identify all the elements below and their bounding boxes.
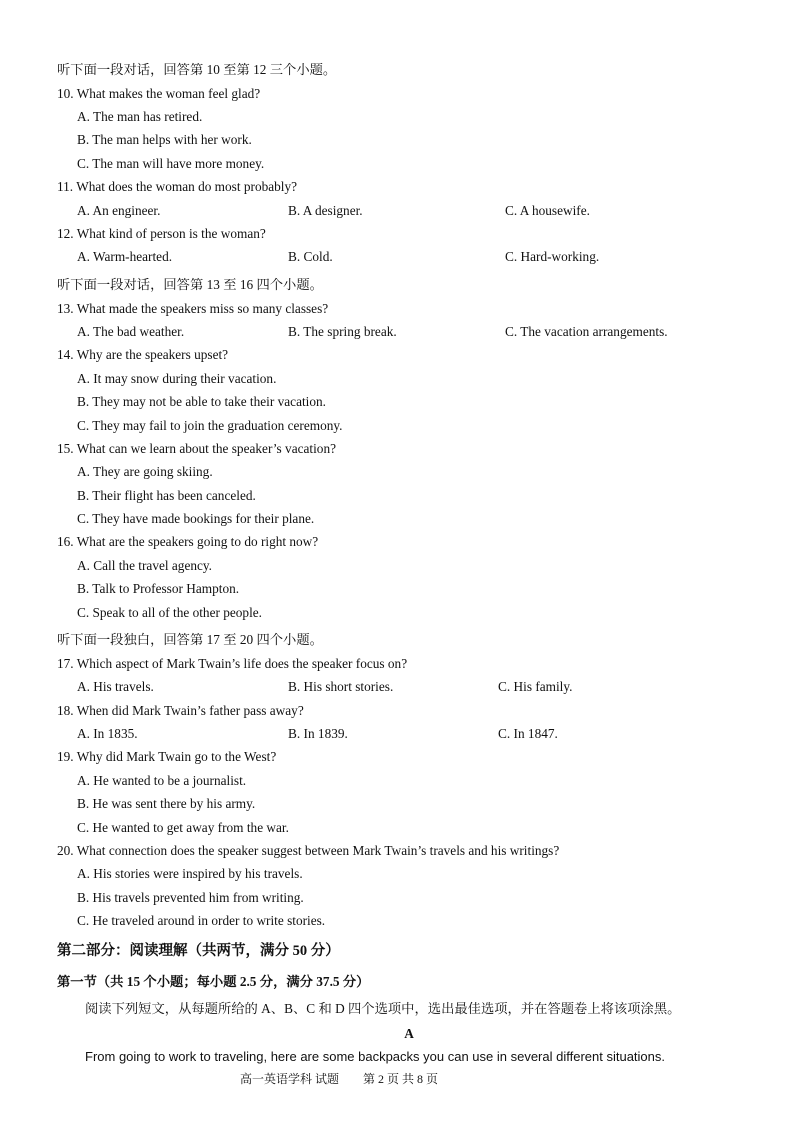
- passage-label: A: [404, 1026, 414, 1041]
- q15-option-a: A. They are going skiing.: [77, 464, 213, 479]
- question-18: 18. When did Mark Twain’s father pass away?: [57, 703, 304, 718]
- q17-option-c: C. His family.: [498, 679, 573, 694]
- q19-option-c: C. He wanted to get away from the war.: [77, 820, 289, 835]
- question-12: 12. What kind of person is the woman?: [57, 226, 266, 241]
- q20-option-b: B. His travels prevented him from writing.: [77, 890, 304, 905]
- q19-option-b: B. He was sent there by his army.: [77, 796, 256, 811]
- question-11: 11. What does the woman do most probably?: [57, 179, 298, 194]
- q14-option-c: C. They may fail to join the graduation ceremony.: [77, 418, 343, 433]
- q15-option-b: B. Their flight has been canceled.: [77, 488, 256, 503]
- q16-option-c: C. Speak to all of the other people.: [77, 605, 263, 620]
- q17-option-a: A. His travels.: [77, 679, 154, 694]
- q18-option-b: B. In 1839.: [288, 726, 348, 741]
- q10-option-c: C. The man will have more money.: [77, 156, 265, 171]
- q20-option-c: C. He traveled around in order to write stories.: [77, 913, 326, 928]
- question-14: 14. Why are the speakers upset?: [57, 347, 229, 362]
- q16-option-a: A. Call the travel agency.: [77, 558, 213, 573]
- q10-option-b: B. The man helps with her work.: [77, 132, 252, 147]
- q18-option-c: C. In 1847.: [498, 726, 558, 741]
- question-17: 17. Which aspect of Mark Twain’s life does the speaker focus on?: [57, 656, 408, 671]
- question-16: 16. What are the speakers going to do right now?: [57, 534, 319, 549]
- reading-instructions: 阅读下列短文，从每题所给的 A、B、C 和 D 四个选项中，选出最佳选项，并在答题卷上将该项涂黑。: [85, 1001, 681, 1016]
- q12-option-c: C. Hard-working.: [505, 249, 600, 264]
- q18-option-a: A. In 1835.: [77, 726, 138, 741]
- passage-first-line: From going to work to traveling, here are some backpacks you can use in several different situations.: [85, 1049, 665, 1064]
- q14-option-b: B. They may not be able to take their vacation.: [77, 394, 326, 409]
- listening-intro-13-16: 听下面一段对话，回答第 13 至 16 四个小题。: [57, 277, 323, 292]
- listening-intro-17-20: 听下面一段独白，回答第 17 至 20 四个小题。: [57, 632, 323, 647]
- q11-option-c: C. A housewife.: [505, 203, 590, 218]
- q19-option-a: A. He wanted to be a journalist.: [77, 773, 247, 788]
- page-footer: 高一英语学科 试题 第 2 页 共 8 页: [239, 1072, 438, 1086]
- q15-option-c: C. They have made bookings for their plane.: [77, 511, 315, 526]
- question-15: 15. What can we learn about the speaker’s vacation?: [57, 441, 336, 456]
- listening-intro-10-12: 听下面一段对话，回答第 10 至第 12 三个小题。: [57, 62, 337, 77]
- q12-option-a: A. Warm-hearted.: [77, 249, 173, 264]
- q11-option-a: A. An engineer.: [77, 203, 161, 218]
- q13-option-b: B. The spring break.: [288, 324, 397, 339]
- q10-option-a: A. The man has retired.: [77, 109, 203, 124]
- part2-title: 第二部分：阅读理解（共两节，满分 50 分）: [57, 943, 340, 959]
- q14-option-a: A. It may snow during their vacation.: [77, 371, 277, 386]
- section1-title: 第一节（共 15 个小题；每小题 2.5 分，满分 37.5 分）: [57, 974, 370, 989]
- question-13: 13. What made the speakers miss so many classes?: [57, 301, 329, 316]
- question-20: 20. What connection does the speaker suggest between Mark Twain’s travels and his writings?: [57, 843, 560, 858]
- q20-option-a: A. His stories were inspired by his travels.: [77, 866, 303, 881]
- q17-option-b: B. His short stories.: [288, 679, 394, 694]
- q12-option-b: B. Cold.: [288, 249, 333, 264]
- question-10: 10. What makes the woman feel glad?: [57, 86, 261, 101]
- q11-option-b: B. A designer.: [288, 203, 363, 218]
- q13-option-a: A. The bad weather.: [77, 324, 185, 339]
- q13-option-c: C. The vacation arrangements.: [505, 324, 668, 339]
- question-19: 19. Why did Mark Twain go to the West?: [57, 749, 277, 764]
- q16-option-b: B. Talk to Professor Hampton.: [77, 581, 240, 596]
